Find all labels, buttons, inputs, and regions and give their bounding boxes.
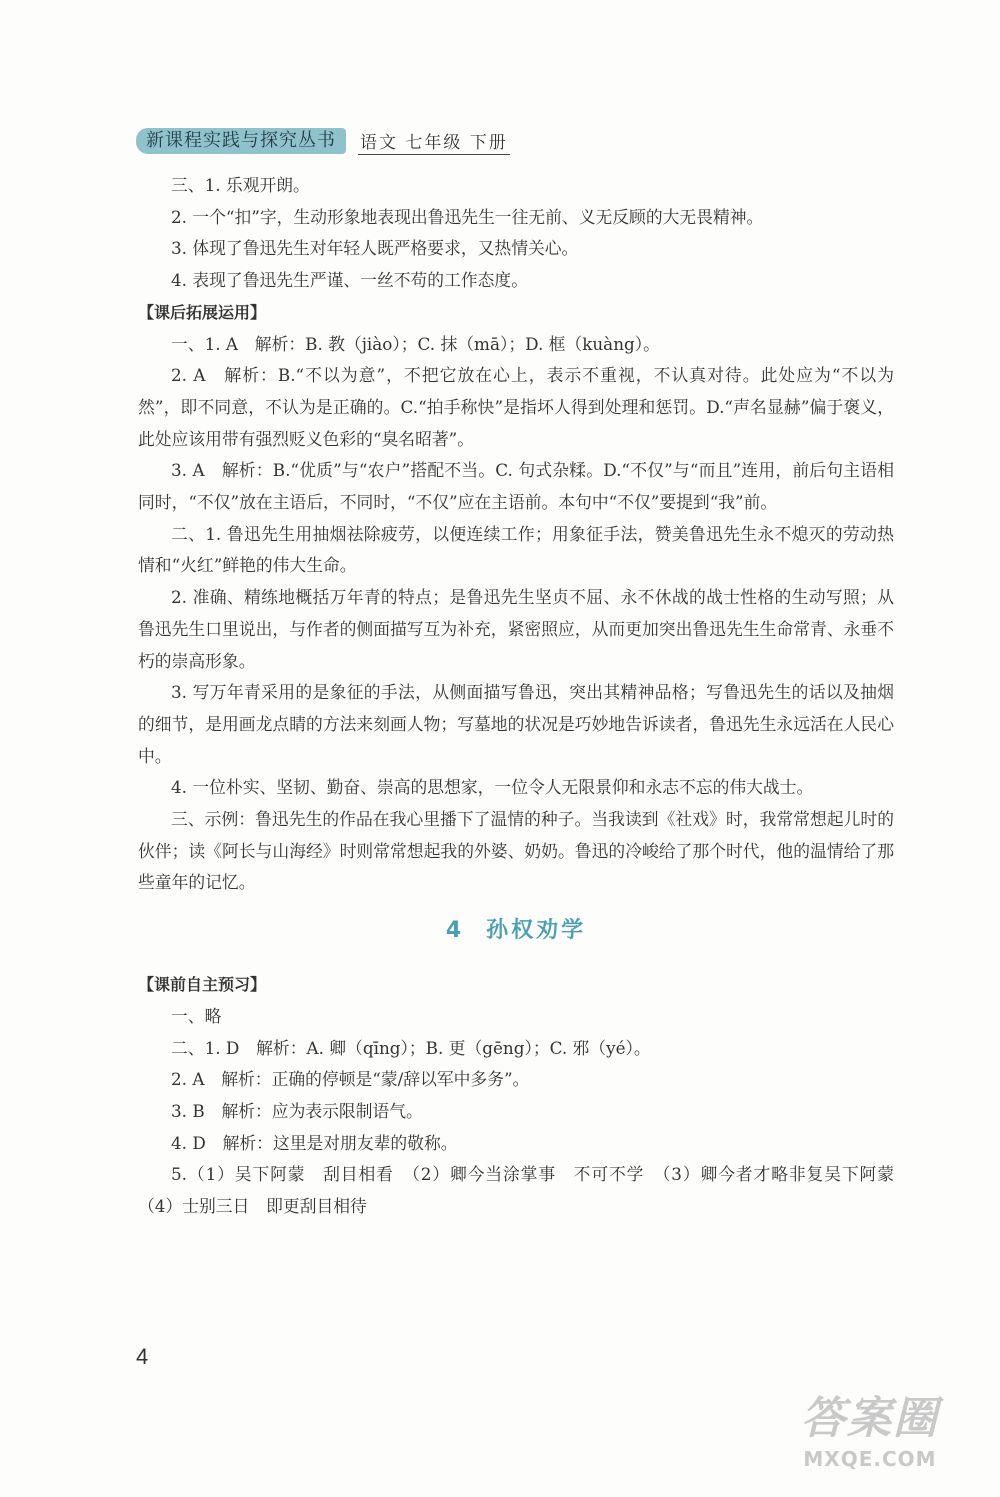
watermark-logo-text: 答案圈 bbox=[801, 1393, 939, 1444]
section-heading: 【课前自主预习】 bbox=[138, 975, 267, 995]
answer-paragraph: 4. 一位朴实、坚韧、勤奋、崇高的思想家，一位令人无限景仰和永志不忘的伟大战士。 bbox=[171, 777, 814, 798]
answer-line: 三、1. 乐观开朗。 bbox=[171, 175, 310, 195]
answer-paragraph: 3. 写万年青采用的是象征的手法，从侧面描写鲁迅，突出其精神品格；写鲁迅先生的话以及抽烟的细节，是用画龙点睛的方法来刻画人物；写墓地的状况是巧妙地告诉读者，鲁迅先生永远活在人民心中。 bbox=[138, 682, 894, 766]
answer-line: 一、略 bbox=[171, 1005, 222, 1026]
answer-line: 2. A 解析：正确的停顿是“蒙/辞以军中多务”。 bbox=[171, 1069, 530, 1090]
answer-paragraph: 3. A 解析：B.“优质”与“农户”搭配不当。C. 句式杂糅。D.“不仅”与“而且”连用，前后句主语相同时，“不仅”放在主语后，不同时，“不仅”应在主语前。本句中“不仅”要提到“我”前。 bbox=[138, 460, 894, 513]
answer-line: 二、1. D 解析：A. 卿（qīng）；B. 更（gēng）；C. 邪（yé）。 bbox=[171, 1037, 651, 1058]
series-banner: 新课程实践与探究丛书 bbox=[136, 128, 346, 154]
answer-paragraph: 三、示例：鲁迅先生的作品在我心里播下了温情的种子。当我读到《社戏》时，我常常想起儿时的伙伴；读《阿长与山海经》时则常常想起我的外婆、奶奶。鲁迅的冷峻给了那个时代，他的温情给了那些童年的记忆。 bbox=[138, 809, 894, 893]
site-watermark bbox=[770, 1391, 970, 1481]
answer-paragraph: 5.（1）吴下阿蒙 刮目相看 （2）卿今当涂掌事 不可不学 （3）卿今者才略非复吴下阿蒙 （4）士别三日 即更刮目相待 bbox=[138, 1164, 911, 1217]
page-header bbox=[136, 128, 510, 154]
lesson-title bbox=[138, 913, 894, 949]
section-heading: 【课后拓展运用】 bbox=[138, 302, 267, 322]
lesson-number: 4 bbox=[445, 918, 465, 944]
book-info: 语文 七年级 下册 bbox=[358, 128, 510, 155]
page-number: 4 bbox=[136, 1344, 149, 1369]
answer-paragraph: 2. A 解析：B.“不以为意”，不把它放在心上，表示不重视，不认真对待。此处应为“不以为然”，即不同意，不认为是正确的。C.“拍手称快”是指坏人得到处理和惩罚。D.“声名显赫”偏于褒义，此处应该用带有强烈贬义色彩的“臭名昭著”。 bbox=[138, 365, 894, 449]
answer-line: 3. 体现了鲁迅先生对年轻人既严格要求，又热情关心。 bbox=[171, 238, 579, 259]
answer-content bbox=[138, 170, 911, 1223]
answer-line: 4. D 解析：这里是对朋友辈的敬称。 bbox=[171, 1132, 458, 1153]
answer-line: 一、1. A 解析：B. 教（jiào）；C. 抹（mā）；D. 框（kuàng）。 bbox=[171, 333, 660, 354]
answer-line: 2. 一个“扣”字，生动形象地表现出鲁迅先生一往无前、义无反顾的大无畏精神。 bbox=[171, 206, 764, 227]
answer-paragraph: 二、1. 鲁迅先生用抽烟祛除疲劳，以便连续工作；用象征手法，赞美鲁迅先生永不熄灭的劳动热情和“火红”鲜艳的伟大生命。 bbox=[138, 523, 894, 576]
answer-paragraph: 2. 准确、精练地概括万年青的特点；是鲁迅先生坚贞不屈、永不休战的战士性格的生动写照；从鲁迅先生口里说出，与作者的侧面描写互为补充，紧密照应，从而更加突出鲁迅先生生命常青、永垂不朽的崇高形象。 bbox=[138, 587, 894, 671]
watermark-url: MXQE.COM bbox=[803, 1447, 937, 1471]
answer-line: 3. B 解析：应为表示限制语气。 bbox=[171, 1100, 423, 1121]
lesson-name: 孙权劝学 bbox=[486, 918, 587, 944]
answer-line: 4. 表现了鲁迅先生严谨、一丝不苟的工作态度。 bbox=[171, 270, 528, 291]
